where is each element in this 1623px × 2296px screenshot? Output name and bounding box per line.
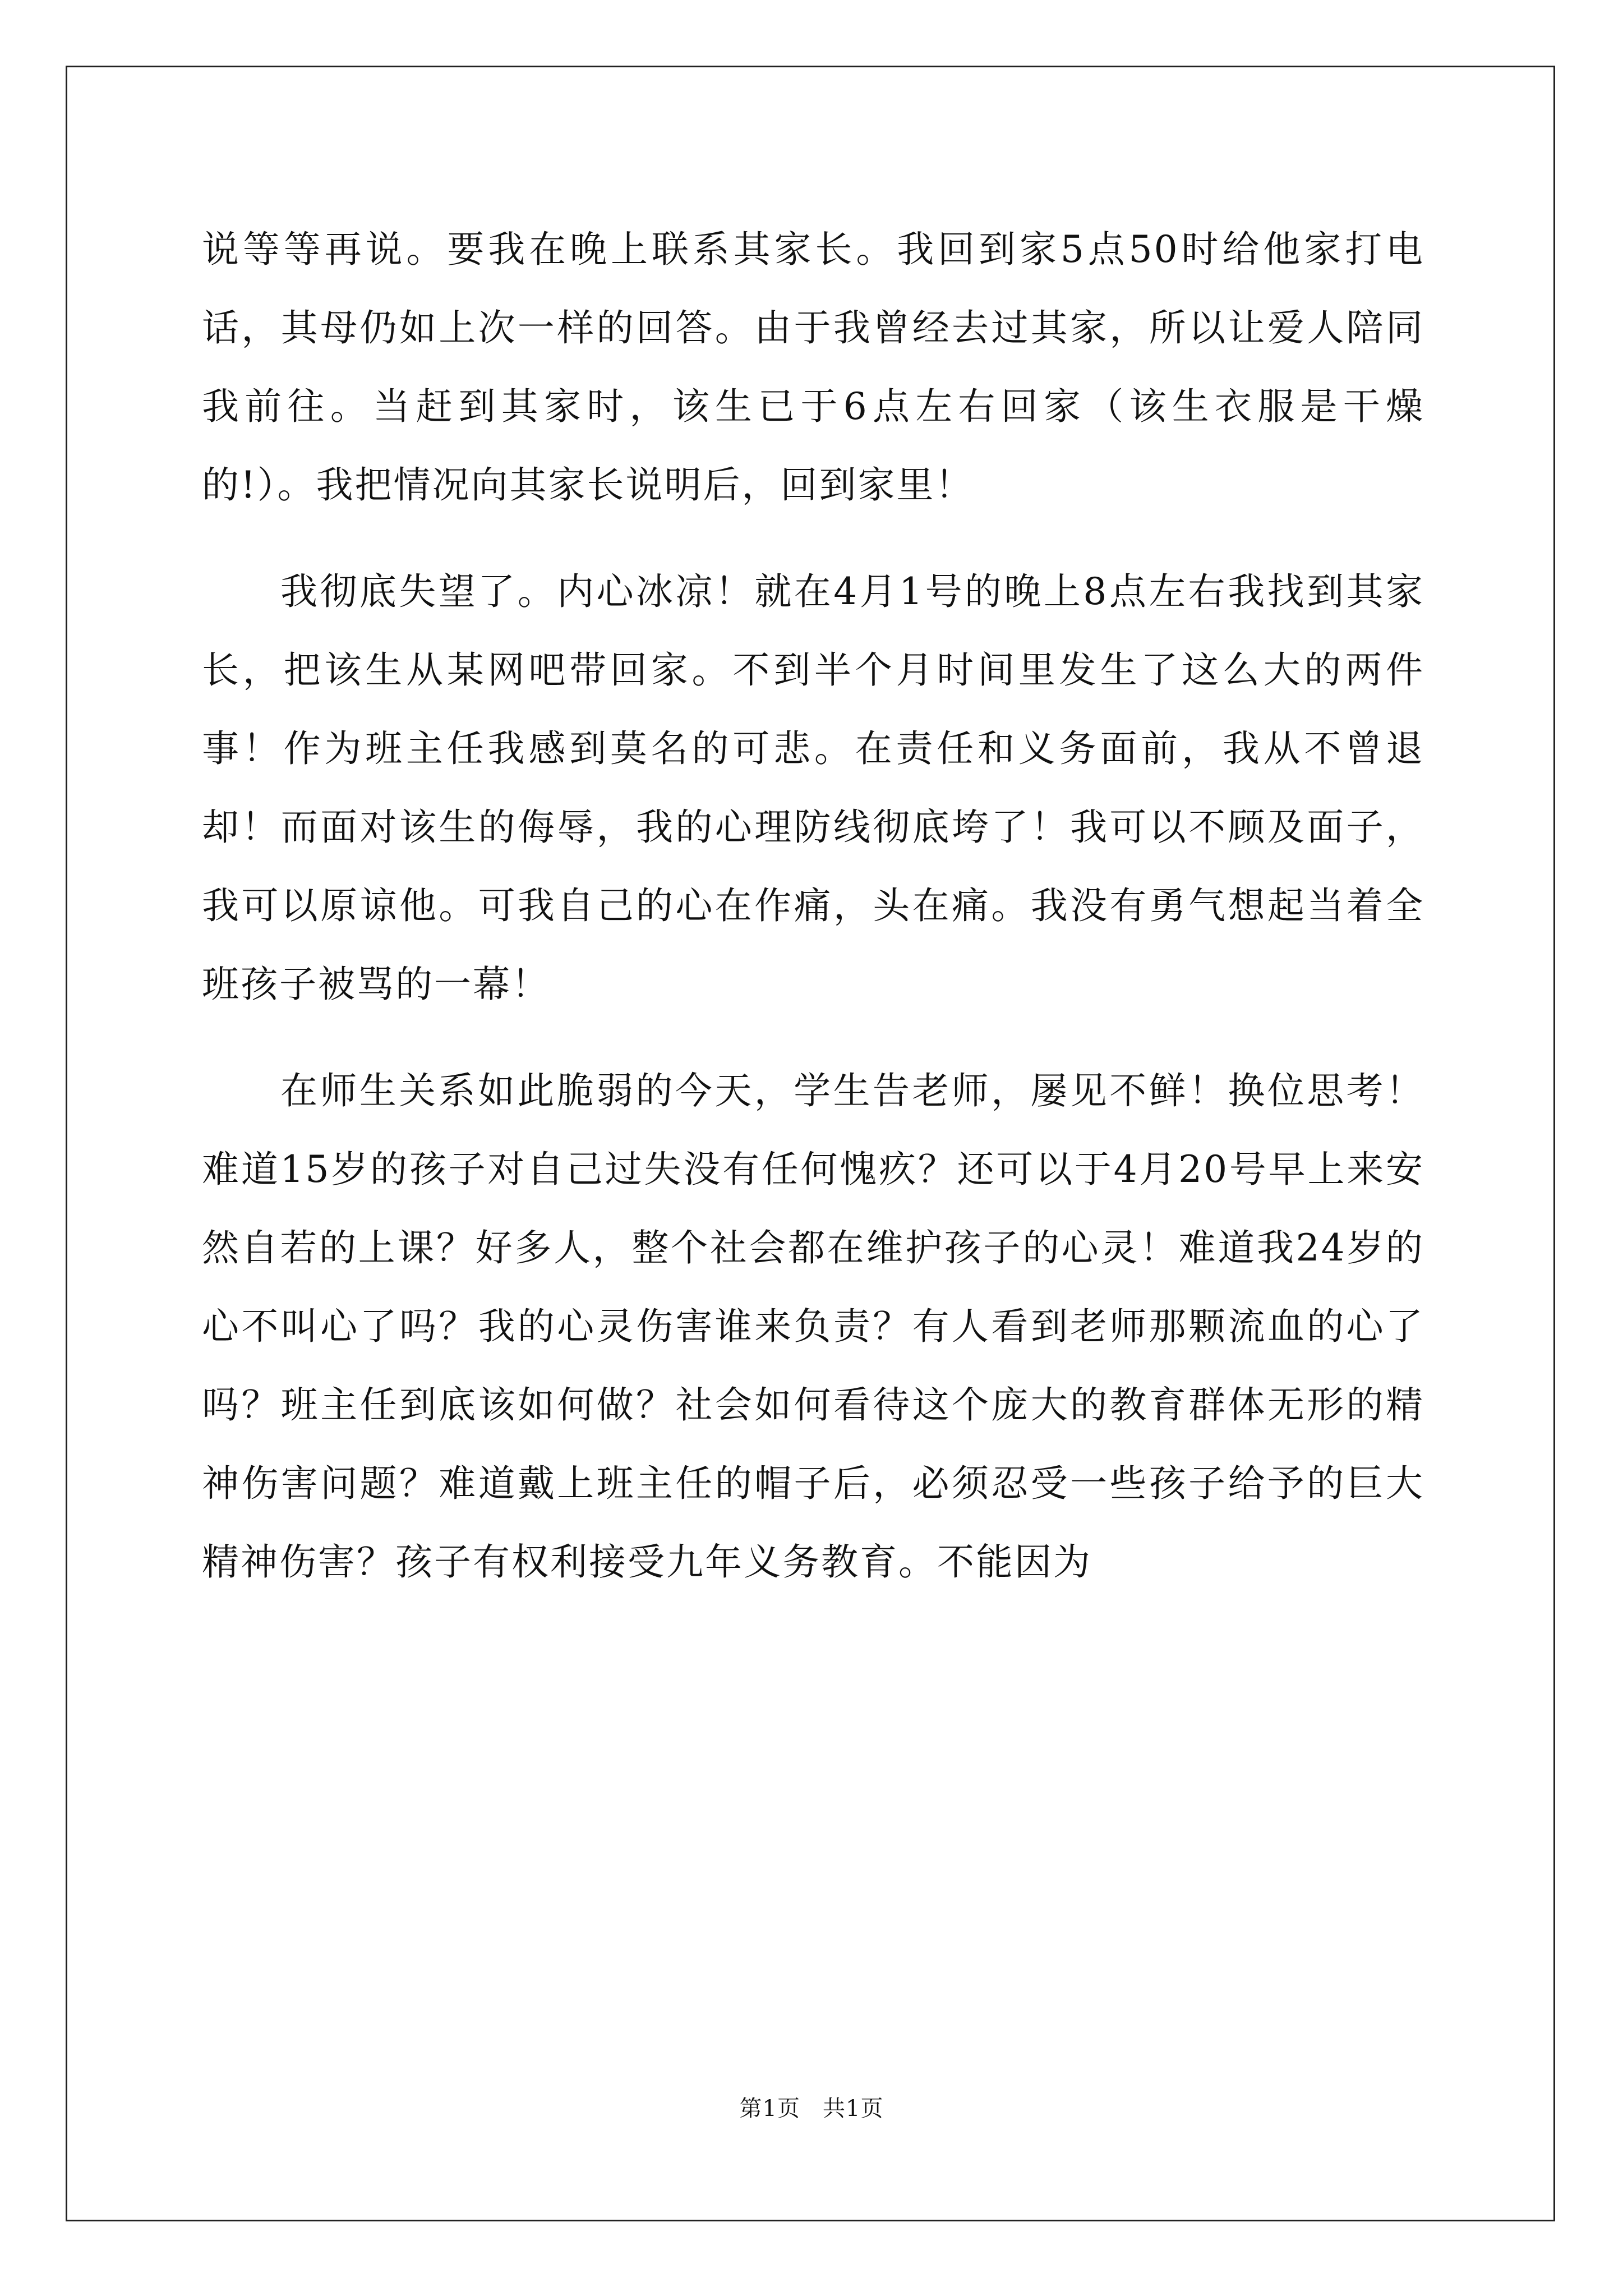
paragraph-2: 我彻底失望了。内心冰凉！就在4月1号的晚上8点左右我找到其家长，把该生从某网吧带回家。不到半个月时间里发生了这么大的两件事！作为班主任我感到莫名的可悲。在责任和义务面前，我从不曾退却！而面对该生的侮辱，我的心理防线彻底垮了！我可以不顾及面子，我可以原谅他。可我自己的心在作痛，头在痛。我没有勇气想起当着全班孩子被骂的一幕！ <box>202 570 1424 1006</box>
paragraph-3: 在师生关系如此脆弱的今天，学生告老师，屡见不鲜！换位思考！难道15岁的孩子对自己过失没有任何愧疚？还可以于4月20号早上来安然自若的上课？好多人，整个社会都在维护孩子的心灵！难道我24岁的心不叫心了吗？我的心灵伤害谁来负责？有人看到老师那颗流血的心了吗？班主任到底该如何做？社会如何看待这个庞大的教育群体无形的精神伤害问题？难道戴上班主任的帽子后，必须忍受一些孩子给予的巨大精神伤害？孩子有权利接受九年义务教育。不能因为 <box>202 1069 1424 1584</box>
page-footer <box>0 2095 1623 2123</box>
paragraph-1: 说等等再说。要我在晚上联系其家长。我回到家5点50时给他家打电话，其母仍如上次一样的回答。由于我曾经去过其家，所以让爱人陪同我前往。当赶到其家时，该生已于6点左右回家（该生衣服是干燥的!）。我把情况向其家长说明后，回到家里！ <box>202 228 1424 507</box>
page-number: 第1页 <box>739 2096 800 2122</box>
page-total: 共1页 <box>823 2096 884 2122</box>
document-body <box>202 210 1424 1602</box>
